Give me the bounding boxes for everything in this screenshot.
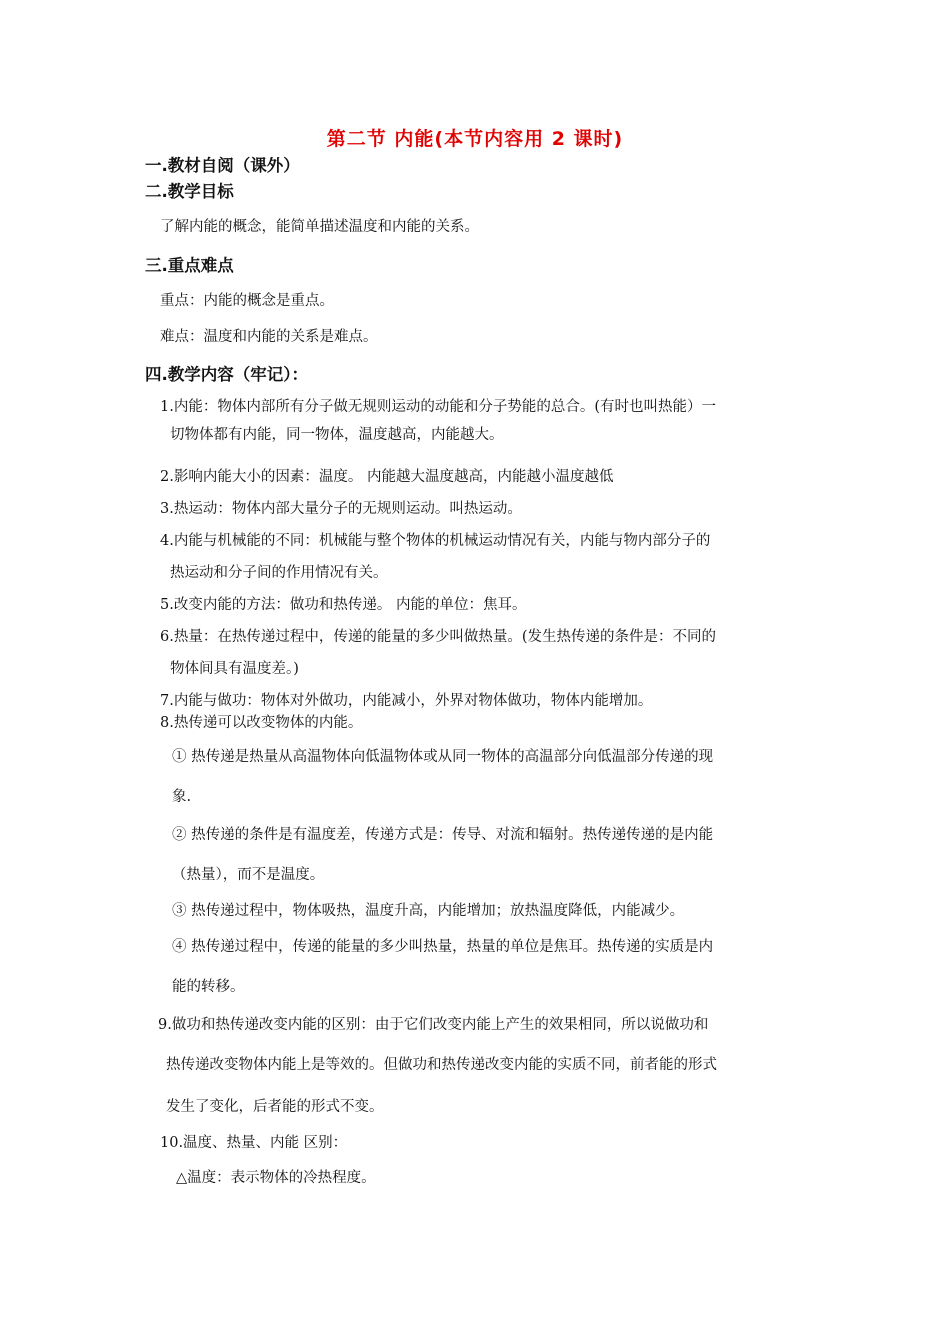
objective-text: 了解内能的概念，能简单描述温度和内能的关系。: [160, 219, 479, 235]
item-9-line-3: 发生了变化，后者能的形式不变。: [166, 1099, 384, 1115]
item-2: 2.影响内能大小的因素：温度。 内能越大温度越高，内能越小温度越低: [160, 469, 614, 485]
sub-item-2-line-1: ② 热传递的条件是有温度差，传递方式是：传导、对流和辐射。热传递传递的是内能: [172, 827, 714, 843]
item-7: 7.内能与做功：物体对外做功，内能减小，外界对物体做功，物体内能增加。: [160, 693, 653, 709]
item-1-line-2: 切物体都有内能，同一物体，温度越高，内能越大。: [170, 427, 504, 443]
sub-item-2-line-2: （热量），而不是温度。: [172, 867, 325, 883]
sub-item-4-line-2: 能的转移。: [172, 979, 245, 995]
page-title: 第二节 内能(本节内容用 2 课时): [326, 128, 624, 150]
sub-item-3: ③ 热传递过程中，物体吸热，温度升高，内能增加；放热温度降低，内能减少。: [172, 903, 685, 919]
difficulty-text: 难点：温度和内能的关系是难点。: [160, 329, 378, 345]
section-heading-4: 四.教学内容（牢记）：: [145, 365, 309, 384]
item-10: 10.温度、热量、内能 区别：: [160, 1135, 348, 1151]
item-1-line-1: 1.内能：物体内部所有分子做无规则运动的动能和分子势能的总合。(有时也叫热能）一: [160, 399, 716, 415]
item-4-line-2: 热运动和分子间的作用情况有关。: [170, 565, 388, 581]
section-heading-3: 三.重点难点: [145, 256, 234, 275]
item-3: 3.热运动：物体内部大量分子的无规则运动。叫热运动。: [160, 501, 522, 517]
section-heading-2: 二.教学目标: [145, 182, 234, 201]
sub-item-1-line-2: 象.: [172, 789, 192, 805]
item-5: 5.改变内能的方法：做功和热传递。 内能的单位：焦耳。: [160, 597, 527, 613]
item-9-line-2: 热传递改变物体内能上是等效的。但做功和热传递改变内能的实质不同，前者能的形式: [166, 1057, 717, 1073]
item-8: 8.热传递可以改变物体的内能。: [160, 715, 363, 731]
sub-item-1-line-1: ① 热传递是热量从高温物体向低温物体或从同一物体的高温部分向低温部分传递的现: [172, 749, 714, 765]
item-4-line-1: 4.内能与机械能的不同：机械能与整个物体的机械运动情况有关，内能与物内部分子的: [160, 533, 711, 549]
item-9-line-1: 9.做功和热传递改变内能的区别：由于它们改变内能上产生的效果相同，所以说做功和: [158, 1017, 709, 1033]
item-10-temperature: △温度：表示物体的冷热程度。: [176, 1170, 376, 1186]
item-6-line-1: 6.热量：在热传递过程中，传递的能量的多少叫做热量。(发生热传递的条件是：不同的: [160, 629, 716, 645]
sub-item-4-line-1: ④ 热传递过程中，传递的能量的多少叫热量，热量的单位是焦耳。热传递的实质是内: [172, 939, 714, 955]
key-point-text: 重点：内能的概念是重点。: [160, 293, 334, 309]
section-heading-1: 一.教材自阅（课外）: [145, 156, 300, 175]
item-6-line-2: 物体间具有温度差。): [170, 661, 299, 677]
